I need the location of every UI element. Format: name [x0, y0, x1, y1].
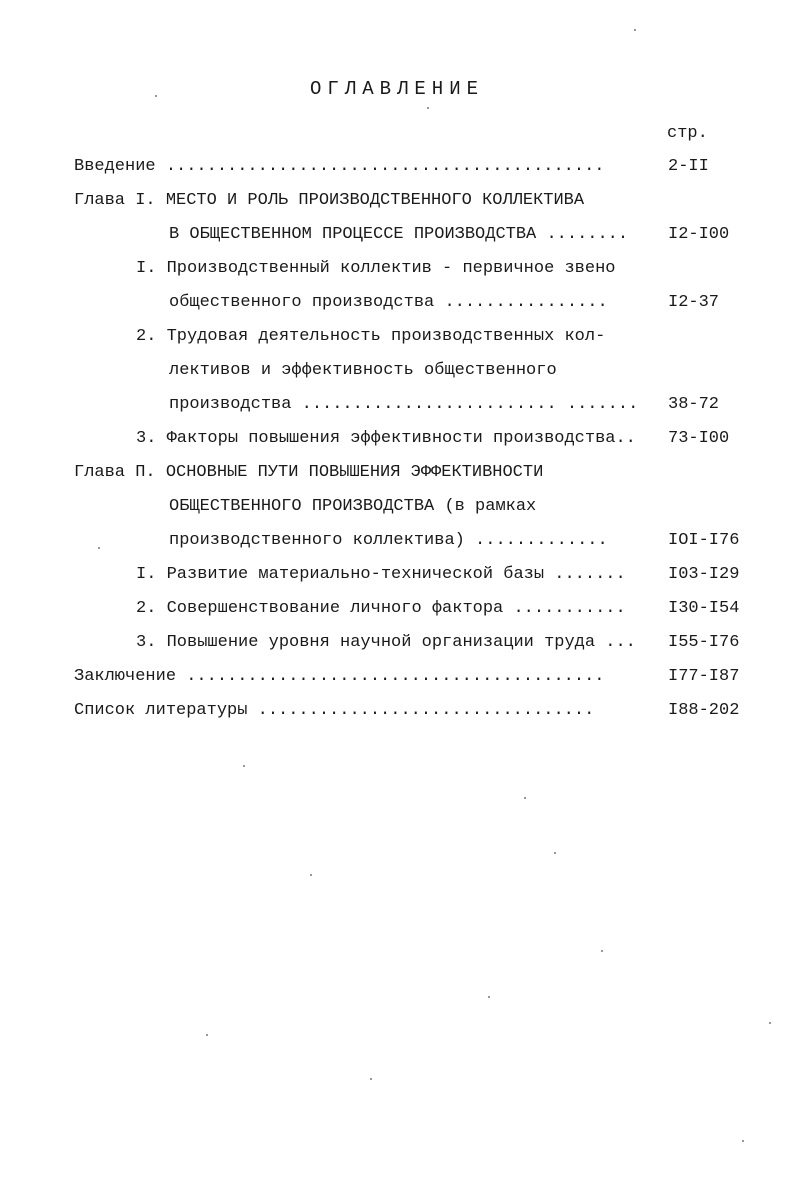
toc-pages-introduction: 2-II	[668, 157, 709, 176]
toc-entry-chapter-2-cont: ОБЩЕСТВЕННОГО ПРОИЗВОДСТВА (в рамках	[169, 497, 537, 516]
toc-entry-introduction: Введение ...........................................	[74, 157, 625, 176]
toc-entry-section-2-1: I. Развитие материально-технической базы .......	[136, 565, 626, 584]
toc-entry-chapter-1: Глава I. МЕСТО И РОЛЬ ПРОИЗВОДСТВЕННОГО КОЛЛЕКТИВА	[74, 191, 585, 210]
scan-speck	[427, 107, 429, 109]
scan-speck	[310, 874, 312, 876]
toc-entry-section-2-3: 3. Повышение уровня научной организации труда ...	[136, 633, 636, 652]
scan-speck	[524, 797, 526, 799]
toc-entry-section-1-2: 2. Трудовая деятельность производственных кол-	[136, 327, 606, 346]
scan-speck	[206, 1034, 208, 1036]
toc-heading: ОГЛАВЛЕНИЕ	[309, 78, 485, 100]
toc-entry-chapter-1-cont: В ОБЩЕСТВЕННОМ ПРОЦЕССЕ ПРОИЗВОДСТВА ........	[169, 225, 629, 244]
toc-pages-section-1-1: I2-37	[668, 293, 720, 312]
toc-entry-section-1-3: 3. Факторы повышения эффективности производства..	[136, 429, 636, 448]
toc-entry-section-1-2-cont2: производства ......................... .......	[169, 395, 639, 414]
toc-entry-section-2-2: 2. Совершенствование личного фактора ...........	[136, 599, 626, 618]
toc-entry-chapter-2-cont2: производственного коллектива) .............	[169, 531, 608, 550]
scan-speck	[769, 1022, 771, 1024]
toc-pages-section-1-3: 73-I00	[668, 429, 730, 448]
toc-entry-section-1-1-cont: общественного производства ................	[169, 293, 608, 312]
scan-speck	[243, 765, 245, 767]
toc-pages-chapter-2: IOI-I76	[668, 531, 740, 550]
scan-speck	[155, 95, 157, 97]
toc-pages-section-2-1: I03-I29	[668, 565, 740, 584]
pages-column-label: стр.	[667, 124, 708, 143]
toc-pages-conclusion: I77-I87	[668, 667, 740, 686]
toc-entry-conclusion: Заключение .........................................	[74, 667, 605, 686]
toc-entry-section-1-1: I. Производственный коллектив - первичное звено	[136, 259, 616, 278]
scan-speck	[370, 1078, 372, 1080]
toc-entry-bibliography: Список литературы .................................	[74, 701, 595, 720]
scan-speck	[634, 29, 636, 31]
toc-pages-section-1-2: 38-72	[668, 395, 720, 414]
toc-pages-section-2-3: I55-I76	[668, 633, 740, 652]
toc-entry-section-1-2-cont: лективов и эффективность общественного	[169, 361, 557, 380]
toc-pages-bibliography: I88-202	[668, 701, 740, 720]
scan-speck	[98, 547, 100, 549]
scan-speck	[601, 950, 603, 952]
toc-entry-chapter-2: Глава П. ОСНОВНЫЕ ПУТИ ПОВЫШЕНИЯ ЭФФЕКТИВНОСТИ	[74, 463, 544, 482]
toc-pages-chapter-1: I2-I00	[668, 225, 730, 244]
scan-speck	[554, 852, 556, 854]
scan-speck	[488, 996, 490, 998]
toc-pages-section-2-2: I30-I54	[668, 599, 740, 618]
scan-speck	[742, 1140, 744, 1142]
